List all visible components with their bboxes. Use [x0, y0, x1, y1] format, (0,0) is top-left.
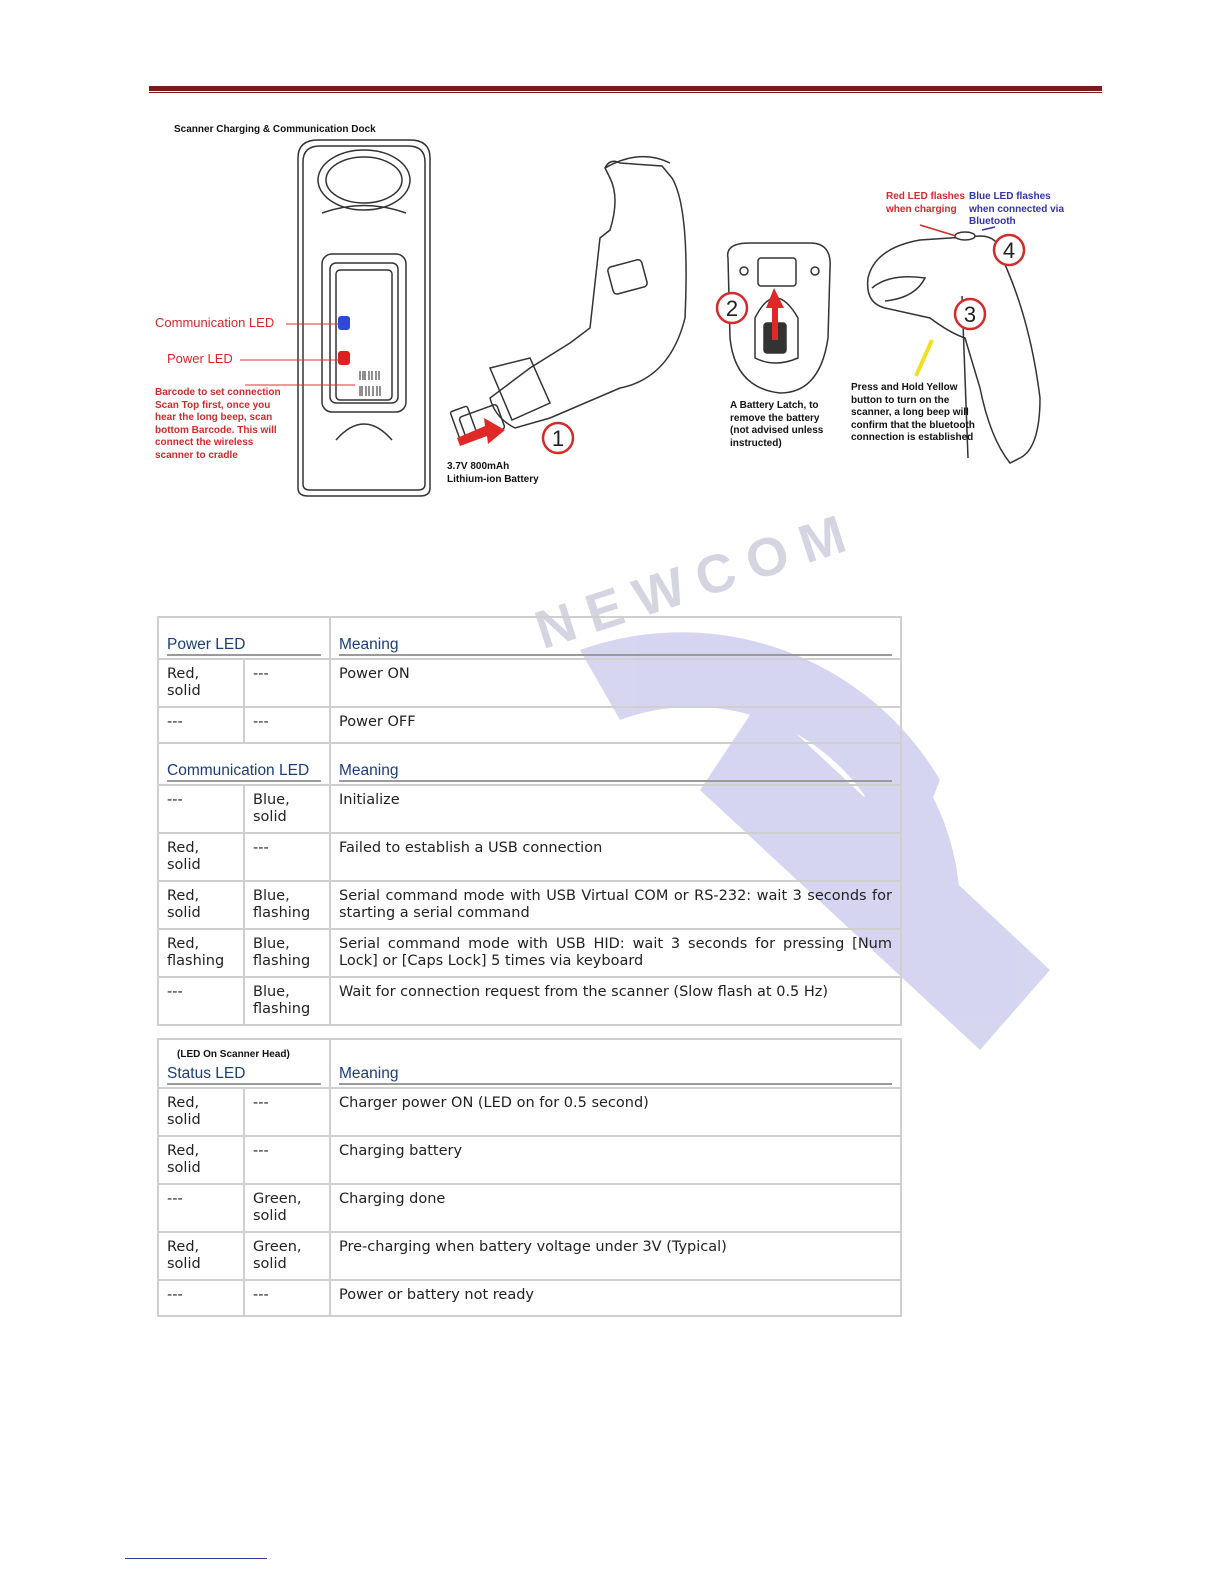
dock-title: Scanner Charging & Communication Dock: [174, 124, 376, 135]
callout-4: [994, 235, 1024, 265]
product-figure: [150, 118, 1100, 498]
svg-text:3: 3: [963, 302, 977, 327]
callout-1: [543, 423, 573, 453]
table-row: --- --- Power or battery not ready: [158, 1280, 901, 1316]
table-row: Red, solid --- Charger power ON (LED on for 0.5 second): [158, 1088, 901, 1136]
barcode-icon: [360, 371, 380, 396]
table-row: Red, flashing Blue, flashing Serial command mode with USB HID: wait 3 seconds for pressing [Num Lock] or [Caps Lock] 5 times via keyboard: [158, 929, 901, 977]
comm-led-label: Communication LED: [155, 315, 275, 330]
dock-illustration: [298, 140, 430, 496]
meaning-header: Meaning: [330, 1039, 901, 1088]
table-row: Red, solid --- Power ON: [158, 659, 901, 707]
svg-text:2: 2: [725, 296, 739, 321]
watermark-text: NEWCOM: [528, 499, 867, 661]
table-row: --- --- Power OFF: [158, 707, 901, 743]
svg-text:1: 1: [551, 426, 565, 451]
latch-note: A Battery Latch, to remove the battery (not advised unless instructed): [730, 400, 824, 449]
scanner-battery-illustration: [450, 157, 686, 443]
comm-led-dot: [338, 316, 350, 330]
table-row: --- Green, solid Charging done: [158, 1184, 901, 1232]
blue-led-note: Blue LED flashes when connected via Bluetooth: [969, 191, 1065, 227]
battery-label: 3.7V 800mAh Lithium-ion Battery: [447, 461, 539, 485]
svg-text:4: 4: [1002, 238, 1016, 263]
power-led-dot: [338, 351, 350, 365]
status-led-table: [157, 1038, 902, 1317]
red-led-note: Red LED flashes when charging: [886, 191, 965, 215]
barcode-note: Barcode to set connection Scan Top first, once you hear the long beep, scan bottom Barcode. This will connect the wireless scanner to cradle: [155, 387, 281, 461]
table-row: Red, solid --- Failed to establish a USB connection: [158, 833, 901, 881]
meaning-header: Meaning: [330, 617, 901, 659]
header-rule-thin: [149, 92, 1102, 93]
callout-3: [955, 299, 985, 329]
table-row: Red, solid --- Charging battery: [158, 1136, 901, 1184]
power-led-header: Power LED: [158, 617, 330, 659]
yellow-button-line: [916, 340, 932, 376]
table-row: Red, solid Green, solid Pre-charging when battery voltage under 3V (Typical): [158, 1232, 901, 1280]
header-rule: [149, 86, 1102, 91]
power-led-label: Power LED: [167, 351, 233, 366]
meaning-header: Meaning: [330, 743, 901, 785]
callout-2: [717, 293, 747, 323]
comm-led-header: Communication LED: [158, 743, 330, 785]
footnote-rule: [125, 1558, 267, 1559]
table-row: Red, solid Blue, flashing Serial command mode with USB Virtual COM or RS-232: wait 3 seconds for starting a serial command: [158, 881, 901, 929]
table-row: --- Blue, flashing Wait for connection request from the scanner (Slow flash at 0.5 Hz): [158, 977, 901, 1025]
table-row: --- Blue, solid Initialize: [158, 785, 901, 833]
yellow-button-note: Press and Hold Yellow button to turn on the scanner, a long beep will confirm that the bluetooth connection is established: [851, 382, 975, 443]
status-led-header: (LED On Scanner Head) Status LED: [158, 1039, 330, 1088]
power-led-table: [157, 616, 902, 1026]
